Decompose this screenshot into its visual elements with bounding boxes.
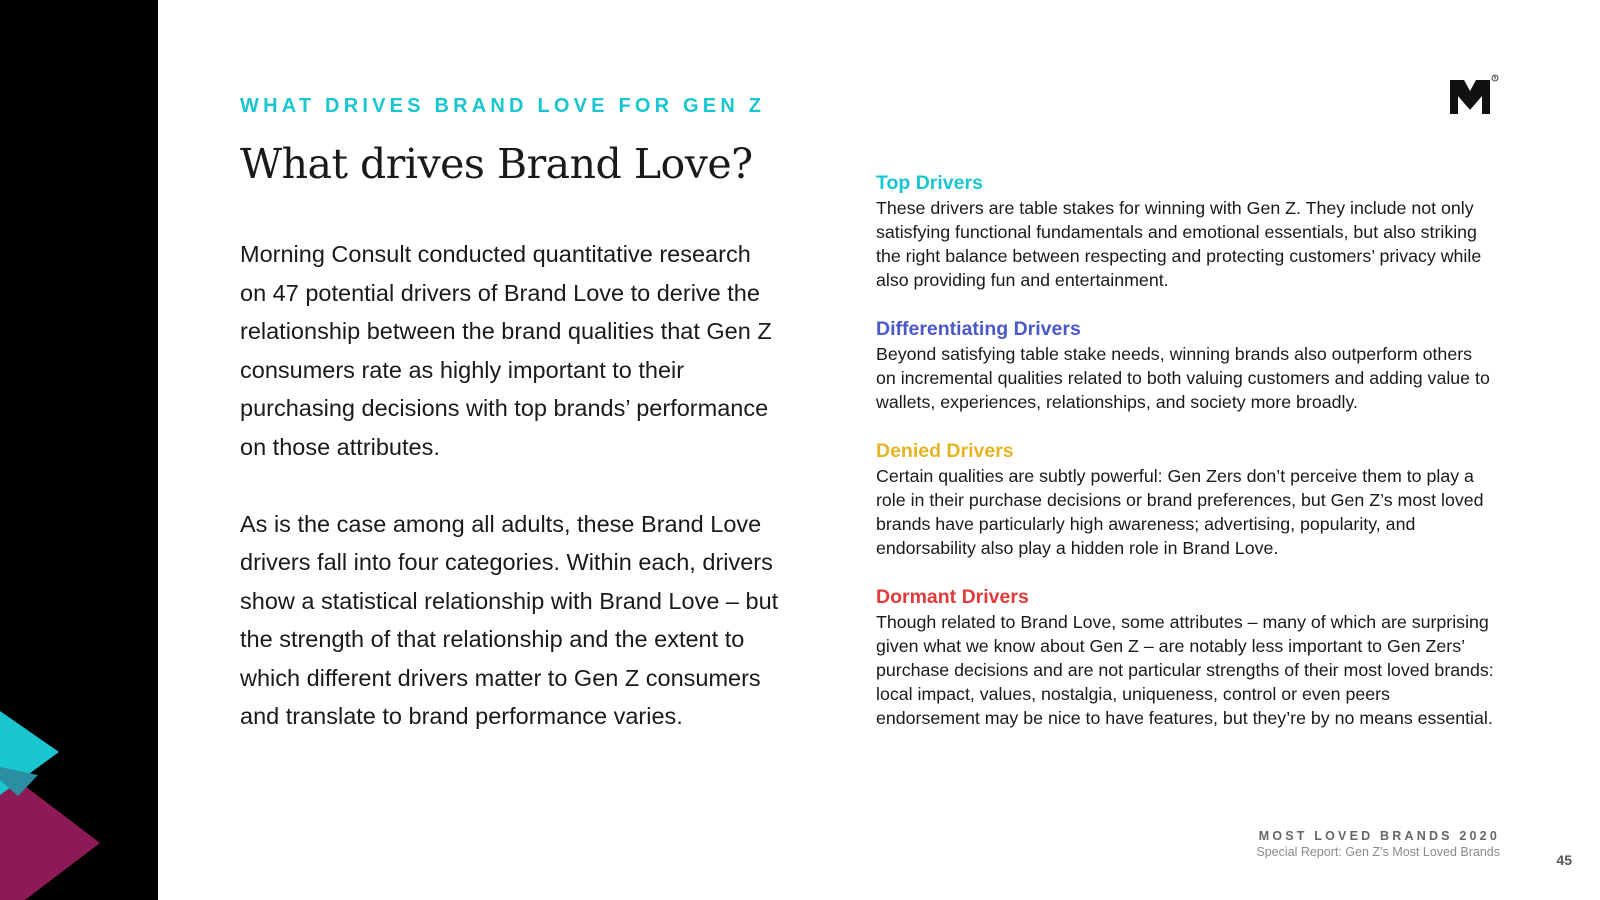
diamond-decoration-icon [0, 0, 158, 900]
drivers-list [876, 170, 1496, 754]
svg-text:R: R [1493, 75, 1497, 81]
intro-paragraph: Morning Consult conducted quantitative research on 47 potential drivers of Brand Love to derive the relationship between the brand qualities that Gen Z consumers rate as highly important to their purchasing decisions with top brands’ performance on those attributes. [240, 241, 772, 460]
driver-description: Certain qualities are subtly powerful: Gen Zers don’t perceive them to play a role in their purchase decisions or brand preferences, but Gen Z’s most loved brands have particularly high awareness; advertising, popularity, and endorsability also play a hidden role in Brand Love. [876, 466, 1484, 558]
footer-report-title: MOST LOVED BRANDS 2020 [1258, 829, 1500, 843]
driver-description: Though related to Brand Love, some attributes – many of which are surprising given what we know about Gen Z – are notably less important to Gen Zers’ purchase decisions and are not particular strengths of their most loved brands: local impact, values, nostalgia, uniqueness, control or even peers endorsement may be nice to have features, but they’re by no means essential. [876, 612, 1494, 728]
driver-title: Differentiating Drivers [876, 318, 1081, 340]
driver-title: Denied Drivers [876, 440, 1014, 462]
driver-title: Dormant Drivers [876, 586, 1029, 608]
driver-denied [876, 438, 1496, 560]
intro-paragraph: As is the case among all adults, these Brand Love drivers fall into four categories. Within each, drivers show a statistical relationship with Brand Love – but the strength of that relationship and the extent to which different drivers matter to Gen Z consumers and translate to brand performance varies. [240, 510, 779, 729]
driver-title: Top Drivers [876, 172, 983, 194]
page-title: What drives Brand Love? [240, 140, 753, 188]
driver-dormant [876, 584, 1496, 730]
driver-top [876, 170, 1496, 292]
driver-differentiating [876, 316, 1496, 414]
intro-text [240, 235, 780, 774]
page-number: 45 [1556, 852, 1572, 868]
driver-description: These drivers are table stakes for winning with Gen Z. They include not only satisfying functional fundamentals and emotional essentials, but also striking the right balance between respecting and protecting customers’ privacy while also providing fun and entertainment. [876, 198, 1482, 290]
morning-consult-logo-icon [1448, 74, 1500, 118]
left-sidebar [0, 0, 158, 900]
driver-description: Beyond satisfying table stake needs, winning brands also outperform others on incremental qualities related to both valuing customers and adding value to wallets, experiences, relationships, and society more broadly. [876, 344, 1490, 412]
footer-report-subtitle: Special Report: Gen Z’s Most Loved Brands [1256, 845, 1500, 859]
section-eyebrow: WHAT DRIVES BRAND LOVE FOR GEN Z [240, 95, 766, 117]
